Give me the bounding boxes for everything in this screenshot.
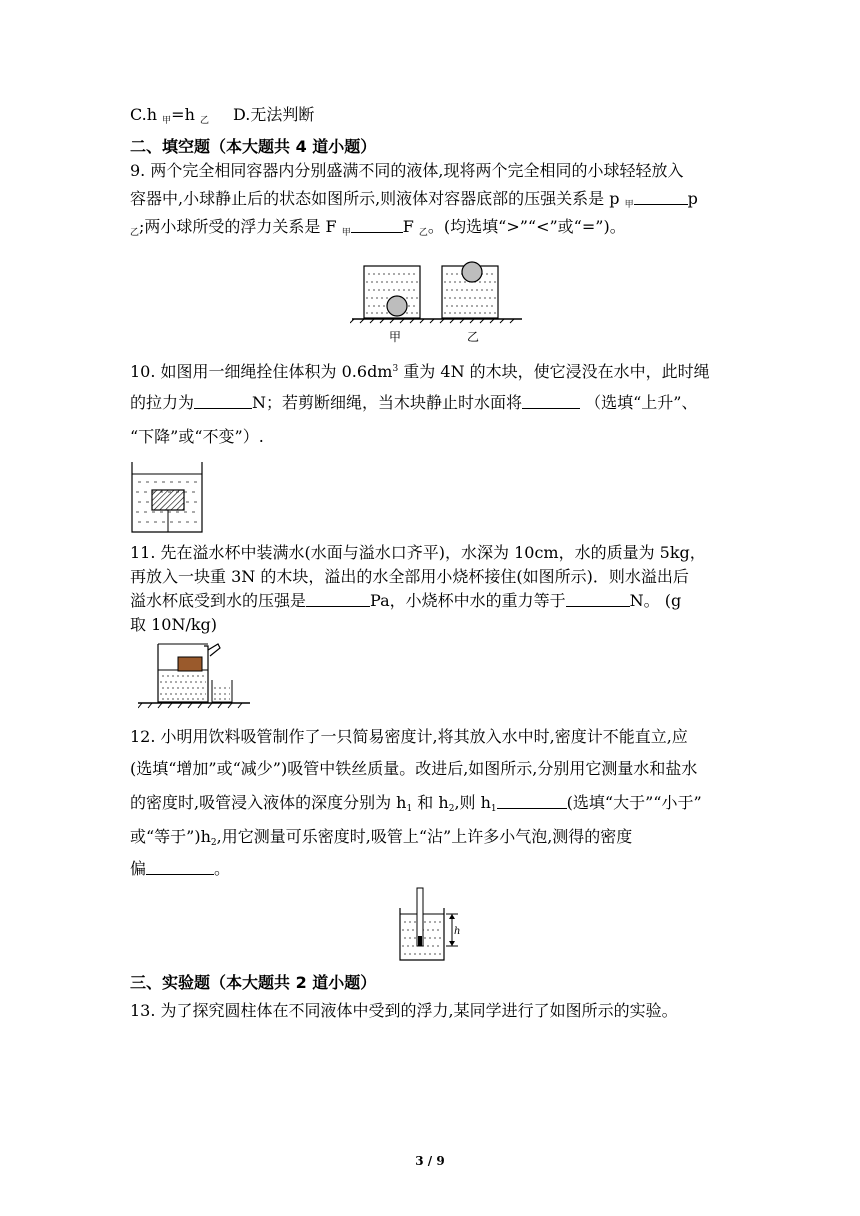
q11-blank-1[interactable] xyxy=(306,592,370,607)
q11-line-1: 11. 先在溢水杯中装满水(水面与溢水口齐平)，水深为 10cm，水的质量为 5kg， xyxy=(130,543,706,562)
label-left: 甲 xyxy=(389,330,402,344)
q9-line-2: 容器中,小球静止后的状态如图所示,则液体对容器底部的压强关系是 p $_甲$ p xyxy=(130,189,698,210)
label-right: 乙 xyxy=(467,330,480,344)
q10-line-1: 10. 如图用一细绳拴住体积为 $0.6dm^3$ 重为 4N 的木块，使它浸没在水中，此时绳 xyxy=(130,362,710,381)
q10-blank-2[interactable] xyxy=(522,394,580,409)
page-number: 3 / 9 xyxy=(415,1154,445,1168)
q11-line-3: 溢水杯底受到水的压强是 Pa，小烧杯中水的重力等于 N。 (g xyxy=(130,591,682,610)
q12-blank-2[interactable] xyxy=(146,860,214,875)
q10-line-3: “下降”或“不变”）. xyxy=(130,427,264,446)
iron-wire xyxy=(418,936,422,946)
q10-figure xyxy=(130,460,204,534)
q9-line-3: $_乙$;两小球所受的浮力关系是 F $_甲$ F $_乙$。(均选填“>”“<”或“=”)。 xyxy=(130,217,626,238)
q8-options: C.h $_甲$=h $_乙$ D.无法判断 xyxy=(130,105,315,126)
q12-line-5: 偏 。 xyxy=(130,859,231,878)
section-3-heading: 三、实验题（本大题共 2 道小题） xyxy=(130,973,377,992)
option-d: D.无法判断 xyxy=(232,105,315,124)
wood-block xyxy=(178,657,202,671)
q9-line-1: 9. 两个完全相同容器内分别盛满不同的液体,现将两个完全相同的小球轻轻放入 xyxy=(130,161,684,180)
q13-line-1: 13. 为了探究圆柱体在不同液体中受到的浮力,某同学进行了如图所示的实验。 xyxy=(130,1001,678,1020)
h-label: h xyxy=(454,926,461,937)
q12-line-2: (选填“增加”或“减少”)吸管中铁丝质量。改进后,如图所示,分别用它测量水和盐水 xyxy=(130,759,698,778)
q12-line-4: 或“等于$”)h_2$,用它测量可乐密度时,吸管上“沾”上许多小气泡,测得的密度 xyxy=(130,827,633,848)
wood-block xyxy=(152,490,184,510)
q11-line-2: 再放入一块重 3N 的木块，溢出的水全部用小烧杯接住(如图所示)．则水溢出后 xyxy=(130,567,689,586)
q10-line-2: 的拉力为 N；若剪断细绳，当木块静止时水面将 （选填“上升”、 xyxy=(130,393,698,412)
q12-line-3: 的密度时,吸管浸入液体的深度分别为 $h_1$ 和 $h_2$,则 $h_1$ (选填“大于”“小于” xyxy=(130,793,702,814)
q9-figure xyxy=(350,258,522,346)
q12-figure xyxy=(396,886,466,962)
q11-figure xyxy=(138,640,250,712)
q9-blank-1[interactable] xyxy=(634,190,688,205)
left-ball xyxy=(387,296,407,316)
q11-blank-2[interactable] xyxy=(566,592,630,607)
q12-line-1: 12. 小明用饮料吸管制作了一只简易密度计,将其放入水中时,密度计不能直立,应 xyxy=(130,727,688,746)
right-ball xyxy=(462,262,482,282)
section-2-heading: 二、填空题（本大题共 4 道小题） xyxy=(130,137,377,156)
q11-line-4: 取 10N/kg) xyxy=(130,615,218,634)
q10-blank-1[interactable] xyxy=(194,394,252,409)
q12-blank-1[interactable] xyxy=(497,794,567,809)
overflow-cup xyxy=(158,644,208,702)
spout xyxy=(208,644,220,656)
q9-blank-2[interactable] xyxy=(351,218,403,233)
